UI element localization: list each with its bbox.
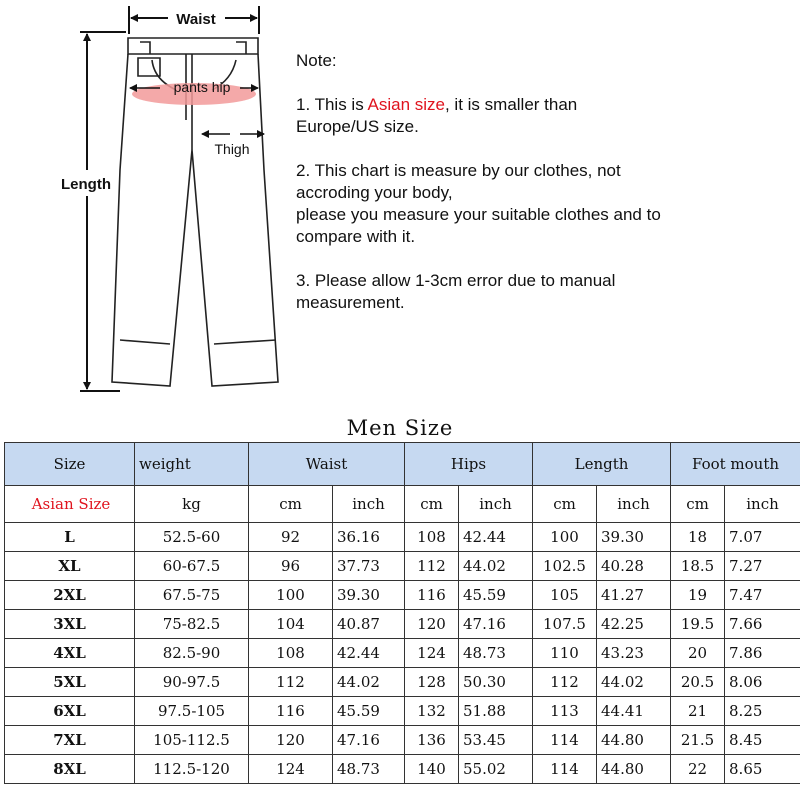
cell-waist-cm: 96 <box>249 552 333 581</box>
unit-length-cm: cm <box>533 486 597 523</box>
cell-waist-inch: 44.02 <box>333 668 405 697</box>
cell-foot-cm: 18.5 <box>671 552 725 581</box>
table-row <box>5 668 800 697</box>
unit-weight-kg: kg <box>135 486 249 523</box>
note-3 <box>296 270 796 314</box>
cell-size: 8XL <box>5 755 135 784</box>
unit-hips-cm: cm <box>405 486 459 523</box>
table-row <box>5 639 800 668</box>
cell-hips-inch: 48.73 <box>459 639 533 668</box>
unit-asian-size: Asian Size <box>5 486 135 523</box>
table-row <box>5 552 800 581</box>
cell-hips-cm: 132 <box>405 697 459 726</box>
size-table-title: Men Size <box>346 416 454 440</box>
size-table <box>4 442 800 784</box>
unit-foot-cm: cm <box>671 486 725 523</box>
notes-heading: Note: <box>296 51 337 70</box>
cell-hips-inch: 47.16 <box>459 610 533 639</box>
cell-hips-inch: 53.45 <box>459 726 533 755</box>
cell-foot-cm: 19.5 <box>671 610 725 639</box>
cell-foot-cm: 21 <box>671 697 725 726</box>
unit-length-inch: inch <box>597 486 671 523</box>
unit-foot-inch: inch <box>725 486 800 523</box>
cell-weight: 97.5-105 <box>135 697 249 726</box>
table-row <box>5 755 800 784</box>
cell-foot-cm: 21.5 <box>671 726 725 755</box>
cell-waist-cm: 100 <box>249 581 333 610</box>
cell-hips-cm: 108 <box>405 523 459 552</box>
cell-weight: 60-67.5 <box>135 552 249 581</box>
cell-foot-inch: 8.45 <box>725 726 800 755</box>
cell-weight: 75-82.5 <box>135 610 249 639</box>
table-header-row <box>5 443 800 486</box>
cell-size: 3XL <box>5 610 135 639</box>
cell-size: 4XL <box>5 639 135 668</box>
cell-foot-inch: 7.27 <box>725 552 800 581</box>
cell-hips-cm: 140 <box>405 755 459 784</box>
cell-weight: 112.5-120 <box>135 755 249 784</box>
table-row <box>5 581 800 610</box>
cell-waist-cm: 92 <box>249 523 333 552</box>
cell-length-cm: 110 <box>533 639 597 668</box>
cell-length-cm: 105 <box>533 581 597 610</box>
cell-weight: 90-97.5 <box>135 668 249 697</box>
cell-waist-cm: 108 <box>249 639 333 668</box>
cell-foot-inch: 8.65 <box>725 755 800 784</box>
cell-hips-cm: 136 <box>405 726 459 755</box>
cell-hips-inch: 45.59 <box>459 581 533 610</box>
cell-size: 6XL <box>5 697 135 726</box>
note-3-line1: 3. Please allow 1-3cm error due to manual <box>296 271 616 290</box>
cell-hips-inch: 42.44 <box>459 523 533 552</box>
unit-waist-inch: inch <box>333 486 405 523</box>
cell-length-cm: 112 <box>533 668 597 697</box>
cell-waist-inch: 47.16 <box>333 726 405 755</box>
cell-length-cm: 107.5 <box>533 610 597 639</box>
note-2-line1: 2. This chart is measure by our clothes, not <box>296 161 621 180</box>
table-units-row <box>5 486 800 523</box>
size-notes <box>296 50 796 336</box>
cell-size: 2XL <box>5 581 135 610</box>
length-label: Length <box>61 176 111 193</box>
unit-hips-inch: inch <box>459 486 533 523</box>
cell-waist-inch: 45.59 <box>333 697 405 726</box>
table-row <box>5 697 800 726</box>
cell-size: 5XL <box>5 668 135 697</box>
cell-foot-cm: 19 <box>671 581 725 610</box>
header-hips: Hips <box>405 443 533 486</box>
cell-foot-cm: 20.5 <box>671 668 725 697</box>
note-2-line2: accroding your body, <box>296 183 453 202</box>
header-size: Size <box>5 443 135 486</box>
cell-waist-inch: 40.87 <box>333 610 405 639</box>
table-body <box>5 523 800 784</box>
cell-foot-inch: 7.47 <box>725 581 800 610</box>
cell-size: L <box>5 523 135 552</box>
cell-waist-inch: 36.16 <box>333 523 405 552</box>
cell-hips-inch: 55.02 <box>459 755 533 784</box>
pants-hip-label: pants hip <box>173 79 231 95</box>
header-length: Length <box>533 443 671 486</box>
cell-length-inch: 39.30 <box>597 523 671 552</box>
waist-label: Waist <box>176 11 216 28</box>
cell-hips-cm: 116 <box>405 581 459 610</box>
cell-length-inch: 44.02 <box>597 668 671 697</box>
cell-weight: 67.5-75 <box>135 581 249 610</box>
header-waist: Waist <box>249 443 405 486</box>
cell-foot-inch: 8.06 <box>725 668 800 697</box>
note-1-suffix: , it is smaller than <box>444 95 578 114</box>
cell-foot-cm: 20 <box>671 639 725 668</box>
note-2 <box>296 160 796 248</box>
note-1-prefix: 1. This is <box>296 95 368 114</box>
cell-waist-inch: 39.30 <box>333 581 405 610</box>
cell-length-inch: 44.80 <box>597 755 671 784</box>
cell-weight: 52.5-60 <box>135 523 249 552</box>
note-1 <box>296 94 796 138</box>
cell-waist-cm: 120 <box>249 726 333 755</box>
thigh-label: Thigh <box>214 141 250 157</box>
cell-weight: 82.5-90 <box>135 639 249 668</box>
cell-length-inch: 44.41 <box>597 697 671 726</box>
table-row <box>5 726 800 755</box>
cell-hips-cm: 112 <box>405 552 459 581</box>
cell-foot-cm: 18 <box>671 523 725 552</box>
table-row <box>5 523 800 552</box>
table-row <box>5 610 800 639</box>
cell-hips-inch: 51.88 <box>459 697 533 726</box>
pants-measurement-diagram <box>0 0 300 400</box>
cell-length-inch: 44.80 <box>597 726 671 755</box>
cell-hips-cm: 124 <box>405 639 459 668</box>
cell-waist-cm: 116 <box>249 697 333 726</box>
cell-length-inch: 41.27 <box>597 581 671 610</box>
cell-length-cm: 114 <box>533 726 597 755</box>
header-foot-mouth: Foot mouth <box>671 443 800 486</box>
note-3-line2: measurement. <box>296 293 405 312</box>
cell-weight: 105-112.5 <box>135 726 249 755</box>
cell-waist-cm: 112 <box>249 668 333 697</box>
cell-foot-inch: 7.86 <box>725 639 800 668</box>
cell-length-cm: 114 <box>533 755 597 784</box>
cell-waist-cm: 124 <box>249 755 333 784</box>
cell-length-inch: 42.25 <box>597 610 671 639</box>
note-1-asian-size: Asian size <box>367 95 445 114</box>
cell-waist-cm: 104 <box>249 610 333 639</box>
cell-length-cm: 100 <box>533 523 597 552</box>
cell-length-inch: 43.23 <box>597 639 671 668</box>
cell-waist-inch: 37.73 <box>333 552 405 581</box>
cell-hips-inch: 44.02 <box>459 552 533 581</box>
cell-waist-inch: 48.73 <box>333 755 405 784</box>
cell-hips-cm: 120 <box>405 610 459 639</box>
cell-foot-inch: 8.25 <box>725 697 800 726</box>
cell-waist-inch: 42.44 <box>333 639 405 668</box>
cell-length-cm: 113 <box>533 697 597 726</box>
header-weight: weight <box>135 443 249 486</box>
note-2-line3: please you measure your suitable clothes and to <box>296 205 661 224</box>
cell-foot-inch: 7.66 <box>725 610 800 639</box>
cell-length-inch: 40.28 <box>597 552 671 581</box>
note-2-line4: compare with it. <box>296 227 416 246</box>
note-1-line2: Europe/US size. <box>296 117 419 136</box>
unit-waist-cm: cm <box>249 486 333 523</box>
cell-length-cm: 102.5 <box>533 552 597 581</box>
cell-size: XL <box>5 552 135 581</box>
cell-size: 7XL <box>5 726 135 755</box>
cell-hips-cm: 128 <box>405 668 459 697</box>
cell-hips-inch: 50.30 <box>459 668 533 697</box>
cell-foot-cm: 22 <box>671 755 725 784</box>
cell-foot-inch: 7.07 <box>725 523 800 552</box>
